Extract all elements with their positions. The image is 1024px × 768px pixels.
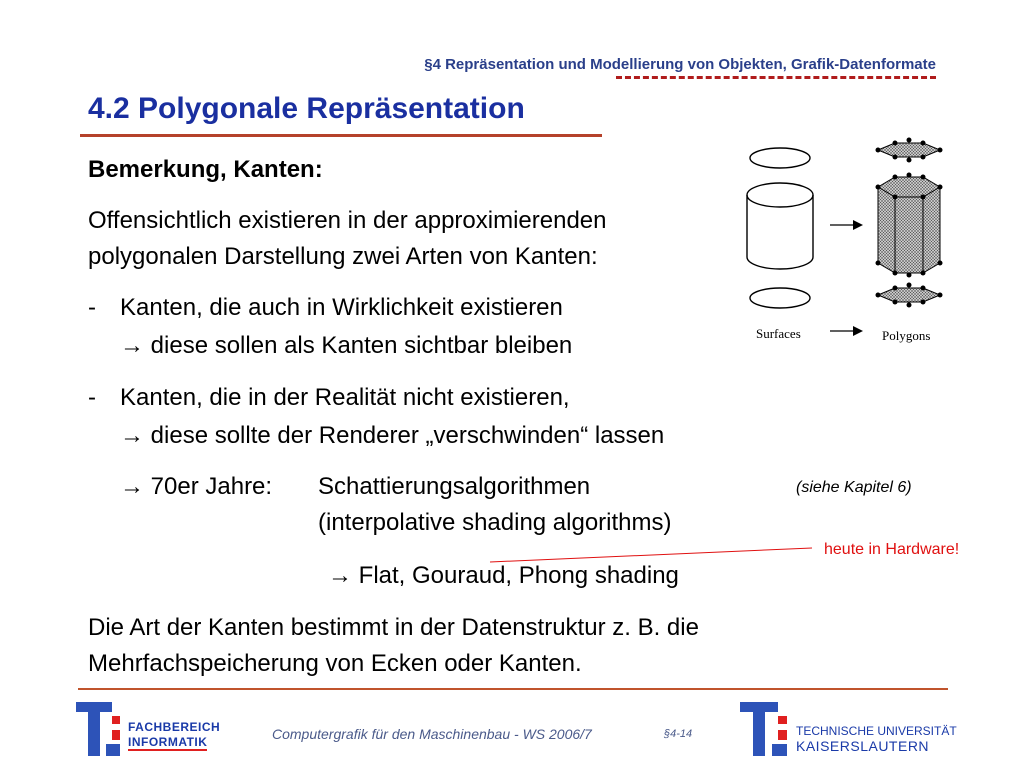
page-title: 4.2 Polygonale Repräsentation <box>88 92 525 125</box>
footer-course: Computergrafik für den Maschinenbau - WS 2006/7 <box>272 726 592 742</box>
bullet-dash: - <box>88 384 96 411</box>
shading-line: → Flat, Gouraud, Phong shading <box>328 562 679 589</box>
title-underline <box>80 134 602 137</box>
bullet-2-line-2: → diese sollte der Renderer „verschwinden“ lassen <box>120 422 665 449</box>
bullet-text: Kanten, die auch in Wirklichkeit existieren <box>120 294 563 321</box>
surfaces-polygons-figure <box>735 135 955 350</box>
fachbereich-informatik-logo <box>74 700 244 758</box>
closing-line-1: Die Art der Kanten bestimmt in der Datenstruktur z. B. die <box>88 614 699 641</box>
surfaces-label: Surfaces <box>756 326 801 341</box>
see-chapter-note: (siehe Kapitel 6) <box>796 479 912 496</box>
fi-logo-line-1: FACHBEREICH <box>128 720 221 734</box>
hardware-note: heute in Hardware! <box>824 541 960 558</box>
cylinder-surface <box>747 183 813 269</box>
tu-logo-mark <box>738 700 790 758</box>
fi-logo-mark <box>74 700 126 758</box>
bullet-2-line-1 <box>88 380 570 416</box>
bullet-1-line-1 <box>88 290 563 326</box>
bottom-polygon-disk <box>876 283 943 308</box>
intro-line-1: Offensichtlich existieren in der approximierenden <box>88 207 607 234</box>
bottom-disk-surface <box>750 288 810 308</box>
fi-logo-line-2: INFORMATIK <box>128 735 208 749</box>
page-number: §4-14 <box>664 728 693 740</box>
arrow-icon <box>830 326 863 336</box>
tu-logo-line-2: KAISERSLAUTERN <box>796 738 930 754</box>
top-polygon-disk <box>876 138 943 163</box>
polygon-prism <box>876 173 943 278</box>
footer-divider <box>78 688 948 690</box>
chapter-underline <box>616 76 936 79</box>
bullet-dash: - <box>88 294 96 321</box>
intro-line-2: polygonalen Darstellung zwei Arten von Kanten: <box>88 243 598 270</box>
bullet-text: Kanten, die in der Realität nicht existieren, <box>120 384 570 411</box>
tu-kaiserslautern-logo <box>738 700 957 758</box>
hardware-pointer-line <box>480 540 820 570</box>
tu-logo-line-1: TECHNISCHE UNIVERSITÄT <box>796 724 957 738</box>
chapter-heading: §4 Repräsentation und Modellierung von Objekten, Grafik-Datenformate <box>424 56 936 73</box>
era-line-1: Schattierungsalgorithmen <box>318 473 591 500</box>
bullet-1-line-2: → diese sollen als Kanten sichtbar bleiben <box>120 332 573 359</box>
era-line-2: (interpolative shading algorithms) <box>318 509 672 536</box>
top-disk-surface <box>750 148 810 168</box>
subheading: Bemerkung, Kanten: <box>88 156 323 183</box>
closing-line-2: Mehrfachspeicherung von Ecken oder Kanten. <box>88 650 582 677</box>
polygons-label: Polygons <box>882 328 931 343</box>
era-label: → 70er Jahre: <box>120 473 273 500</box>
arrow-icon <box>830 220 863 230</box>
